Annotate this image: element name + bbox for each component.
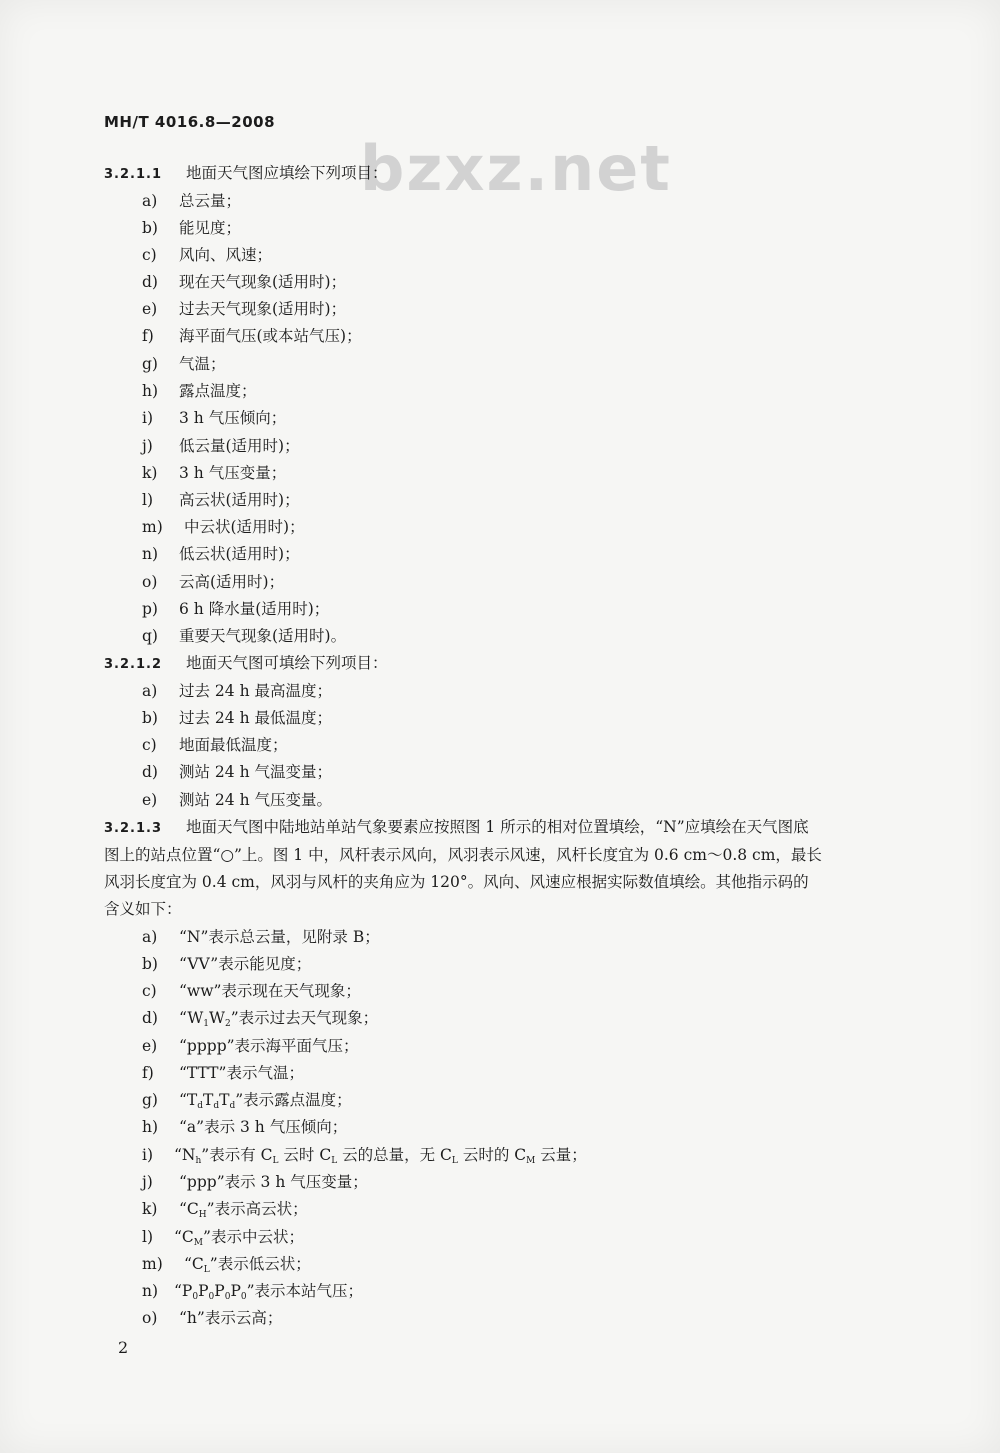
document-code: MH/T 4016.8—2008 xyxy=(104,113,276,131)
section-heading xyxy=(104,651,388,673)
list-item: m) 中云状(适用时)； xyxy=(142,518,305,536)
list-item: e) 测站 24 h 气压变量。 xyxy=(142,791,332,809)
list-item: c) “ww”表示现在天气现象； xyxy=(142,982,361,1000)
list-item: c) 风向、风速； xyxy=(142,246,273,264)
list-item: e) 过去天气现象(适用时)； xyxy=(142,300,347,318)
list-item: b) “VV”表示能见度； xyxy=(142,955,312,973)
list-item: n) “$P_0P_0P_0P_0$”表示本站气压； xyxy=(142,1282,364,1302)
list-item: j) 低云量(适用时)； xyxy=(142,437,300,455)
list-item: i) 3 h 气压倾向； xyxy=(142,409,287,427)
section-paragraph-line: 3.2.1.3 地面天气图中陆地站单站气象要素应按照图 1 所示的相对位置填绘，“N”应填绘在天气图底 xyxy=(104,818,809,836)
list-item: d) 测站 24 h 气温变量； xyxy=(142,763,332,781)
list-item: l) 高云状(适用时)； xyxy=(142,491,300,509)
watermark-logo: bzxz.net xyxy=(360,132,672,205)
list-item: m) “$C_L$”表示低云状； xyxy=(142,1255,311,1275)
list-item: f) “TTT”表示气温； xyxy=(142,1064,304,1082)
paragraph-line: 风羽长度宜为 0.4 cm，风羽与风杆的夹角应为 120°。风向、风速应根据实际数值填绘。其他指示码的 xyxy=(104,873,809,891)
list-item: d) 现在天气现象(适用时)； xyxy=(142,273,347,291)
list-item: k) “$C_H$”表示高云状； xyxy=(142,1200,308,1220)
list-item: g) “$T_dT_dT_d$”表示露点温度； xyxy=(142,1091,352,1111)
list-item: a) “N”表示总云量，见附录 B； xyxy=(142,928,380,946)
section-number: 3.2.1.3 xyxy=(104,821,162,836)
list-item: q) 重要天气现象(适用时)。 xyxy=(142,627,347,645)
list-item: l) “$C_M$”表示中云状； xyxy=(142,1228,304,1248)
list-item: f) 海平面气压(或本站气压)； xyxy=(142,327,362,345)
paragraph-line: 图上的站点位置“○”上。图 1 中，风杆表示风向，风羽表示风速，风杆长度宜为 0.6 cm～0.8 cm，最长 xyxy=(104,846,822,864)
list-item: c) 地面最低温度； xyxy=(142,736,288,754)
list-item: a) 总云量； xyxy=(142,192,242,210)
page-number: 2 xyxy=(118,1338,129,1357)
list-item: a) 过去 24 h 最高温度； xyxy=(142,682,332,700)
section-number: 3.2.1.2 xyxy=(104,657,162,672)
list-item: o) 云高(适用时)； xyxy=(142,573,285,591)
list-item: i) “$N_h$”表示有 $C_L$ 云时 $C_L$ 云的总量，无 $C_L$ 云时的 $C_M$ 云量； xyxy=(142,1146,587,1166)
list-item: j) “ppp”表示 3 h 气压变量； xyxy=(142,1173,368,1191)
section-number: 3.2.1.1 xyxy=(104,167,162,182)
list-item: p) 6 h 降水量(适用时)； xyxy=(142,600,330,618)
section-heading xyxy=(104,161,388,183)
list-item: h) 露点温度； xyxy=(142,382,257,400)
list-item: b) 过去 24 h 最低温度； xyxy=(142,709,332,727)
section-title: 地面天气图应填绘下列项目： xyxy=(186,164,388,182)
list-item: e) “pppp”表示海平面气压； xyxy=(142,1037,359,1055)
list-item: k) 3 h 气压变量； xyxy=(142,464,287,482)
list-item: d) “$W_1W_2$”表示过去天气现象； xyxy=(142,1009,379,1029)
list-item: g) 气温； xyxy=(142,355,226,373)
section-title: 地面天气图可填绘下列项目： xyxy=(186,654,388,672)
list-item: o) “h”表示云高； xyxy=(142,1309,283,1327)
paragraph-line: 含义如下： xyxy=(104,900,182,918)
list-item: n) 低云状(适用时)； xyxy=(142,545,300,563)
list-item: h) “a”表示 3 h 气压倾向； xyxy=(142,1118,348,1136)
list-item: b) 能见度； xyxy=(142,219,242,237)
